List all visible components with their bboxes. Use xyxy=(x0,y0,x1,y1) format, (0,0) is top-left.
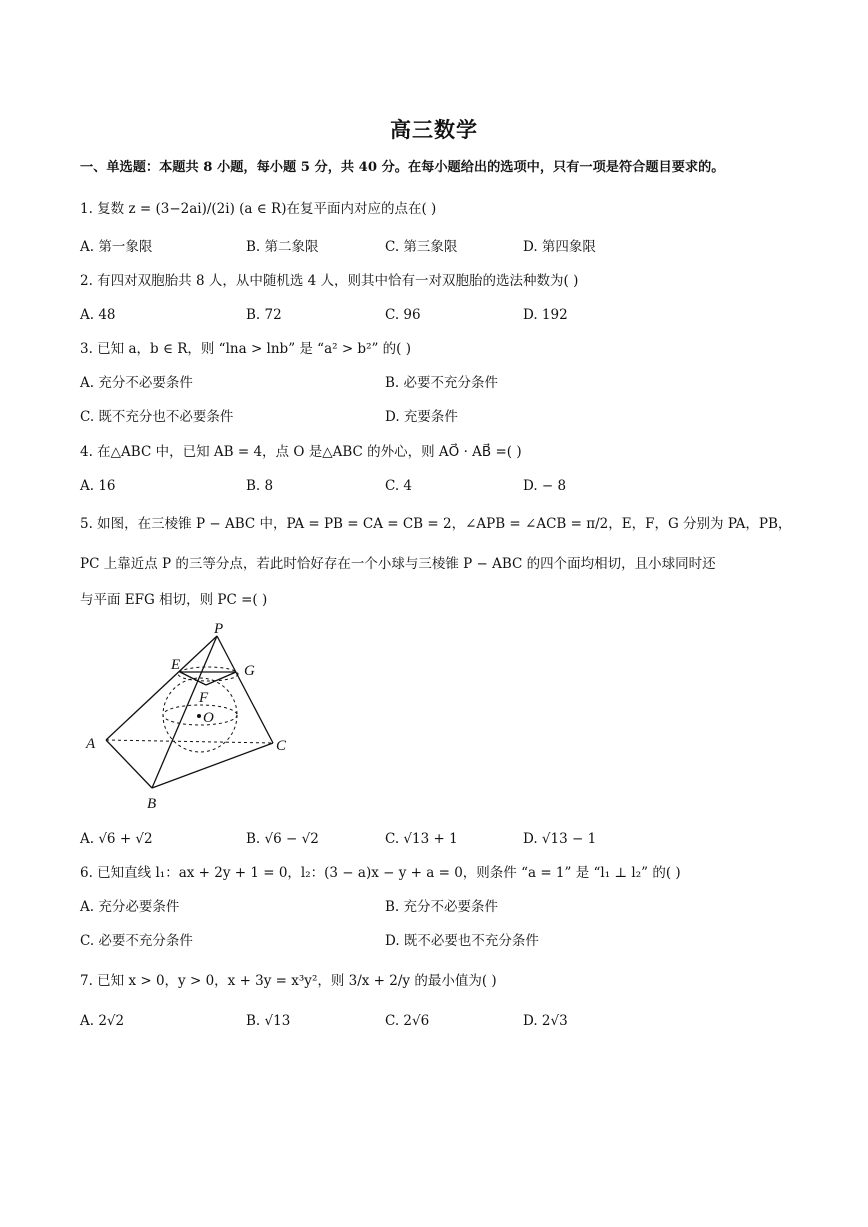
q5-option-b: B. √6 − √2 xyxy=(246,831,319,847)
q2-option-c: C. 96 xyxy=(385,307,421,323)
q5-option-c: C. √13 + 1 xyxy=(385,831,458,847)
q3-option-d: D. 充要条件 xyxy=(385,409,458,425)
edge-pa xyxy=(106,636,217,740)
edge-ac-hidden xyxy=(106,740,273,743)
label-c: C xyxy=(276,738,287,754)
tetrahedron-figure xyxy=(78,618,300,814)
q1-option-b: B. 第二象限 xyxy=(246,239,319,255)
q1-option-d: D. 第四象限 xyxy=(523,239,596,255)
q6-option-d: D. 既不必要也不充分条件 xyxy=(385,933,539,949)
q6-option-a: A. 充分必要条件 xyxy=(80,899,180,915)
q3-option-c: C. 既不充分也不必要条件 xyxy=(80,409,234,425)
q5-option-d: D. √13 − 1 xyxy=(523,831,597,847)
q6-option-c: C. 必要不充分条件 xyxy=(80,933,193,949)
question-5-stem-line-2: PC 上靠近点 P 的三等分点，若此时恰好存在一个小球与三棱锥 P − ABC 的四个面均相切，且小球同时还 xyxy=(80,556,716,572)
q4-option-d: D. − 8 xyxy=(523,478,567,494)
question-5-stem-line-1: 5. 如图，在三棱锥 P − ABC 中，PA = PB = CA = CB = 2，∠APB = ∠ACB = π/2，E，F，G 分别为 PA，PB， xyxy=(80,516,792,532)
question-2-stem: 2. 有四对双胞胎共 8 人，从中随机选 4 人，则其中恰有一对双胞胎的选法种数为( ) xyxy=(80,273,579,289)
question-7-stem: 7. 已知 x > 0，y > 0，x + 3y = x³y²，则 3/x + 2/y 的最小值为( ) xyxy=(80,973,497,989)
section-header: 一、单选题：本题共 8 小题，每小题 5 分，共 40 分。在每小题给出的选项中，只有一项是符合题目要求的。 xyxy=(80,160,725,175)
q3-option-a: A. 充分不必要条件 xyxy=(80,375,193,391)
edge-pc xyxy=(217,636,273,743)
label-p: P xyxy=(214,621,224,637)
q6-option-b: B. 充分不必要条件 xyxy=(385,899,499,915)
q2-option-d: D. 192 xyxy=(523,307,568,323)
q1-option-a: A. 第一象限 xyxy=(80,239,153,255)
question-5-stem-line-3: 与平面 EFG 相切，则 PC =( ) xyxy=(80,592,268,608)
question-1-stem: 1. 复数 z = (3−2ai)/(2i) (a ∈ R)在复平面内对应的点在( ) xyxy=(80,201,437,217)
question-3-stem: 3. 已知 a，b ∈ R，则 “lna > lnb” 是 “a² > b²” 的( ) xyxy=(80,341,412,357)
edge-ab xyxy=(106,740,152,788)
label-f: F xyxy=(199,690,209,706)
q4-option-a: A. 16 xyxy=(80,478,116,494)
q3-option-b: B. 必要不充分条件 xyxy=(385,375,499,391)
q7-option-c: C. 2√6 xyxy=(385,1013,430,1029)
label-e: E xyxy=(171,657,181,673)
label-g: G xyxy=(244,663,255,679)
label-b: B xyxy=(147,796,157,812)
edge-bc xyxy=(152,743,273,788)
center-point-o xyxy=(197,714,201,718)
tetrahedron-diagram xyxy=(78,618,300,814)
q1-option-c: C. 第三象限 xyxy=(385,239,458,255)
label-a: A xyxy=(86,736,96,752)
page-title: 高三数学 xyxy=(390,117,478,142)
q7-option-a: A. 2√2 xyxy=(80,1013,125,1029)
q2-option-a: A. 48 xyxy=(80,307,116,323)
label-o: O xyxy=(203,710,214,726)
q4-option-b: B. 8 xyxy=(246,478,274,494)
question-4-stem: 4. 在△ABC 中，已知 AB = 4，点 O 是△ABC 的外心，则 AO⃗ · AB⃗ =( ) xyxy=(80,444,522,460)
q4-option-c: C. 4 xyxy=(385,478,413,494)
q7-option-b: B. √13 xyxy=(246,1013,291,1029)
q5-option-a: A. √6 + √2 xyxy=(80,831,153,847)
question-6-stem: 6. 已知直线 l₁：ax + 2y + 1 = 0，l₂：(3 − a)x − y + a = 0，则条件 “a = 1” 是 “l₁ ⊥ l₂” 的( ) xyxy=(80,865,681,881)
q7-option-d: D. 2√3 xyxy=(523,1013,568,1029)
q2-option-b: B. 72 xyxy=(246,307,282,323)
